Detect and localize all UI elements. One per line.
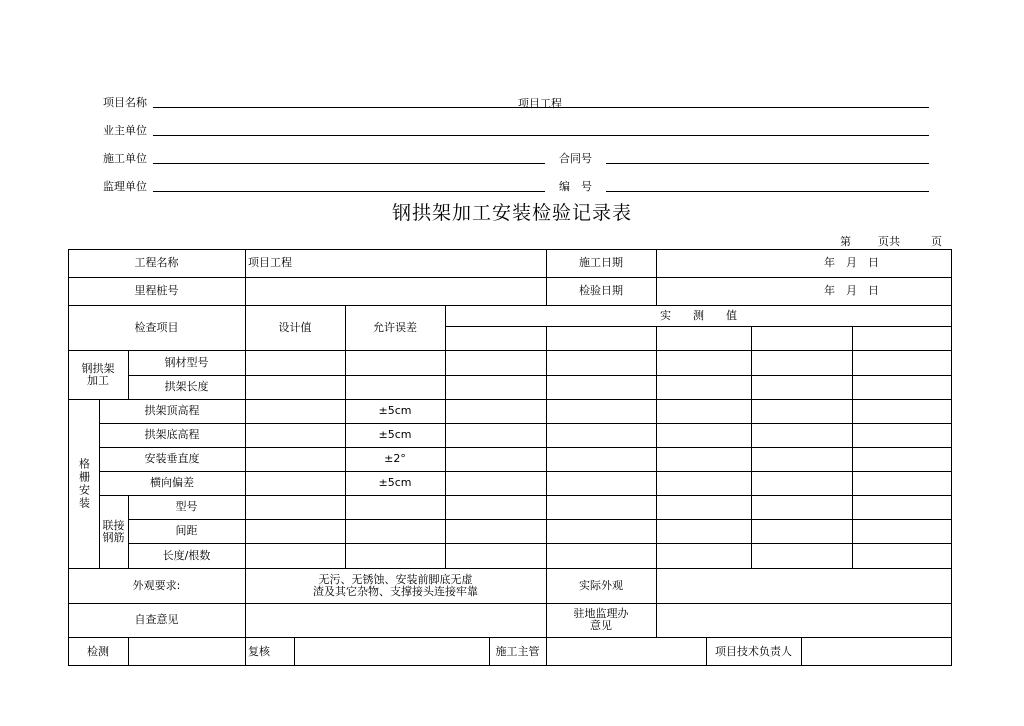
check-item-header: 检查项目 (134, 320, 179, 334)
self-check-label: 自查意见 (134, 613, 179, 626)
item-rebar-length: 长度/根数 (162, 548, 211, 562)
supervisor-line[interactable] (153, 191, 545, 192)
inspection-date-value[interactable]: 年 月 日 (824, 284, 879, 297)
self-check-value[interactable] (245, 603, 546, 637)
appearance-req-text (245, 568, 546, 603)
contractor-label: 施工单位 (103, 152, 147, 165)
item-rebar-type: 型号 (175, 500, 198, 513)
page-ye-gong: 页共 (878, 235, 900, 248)
tech-lead-signature[interactable] (801, 637, 952, 666)
review-signature[interactable] (294, 637, 489, 666)
page-ye: 页 (931, 235, 942, 248)
contractor-line[interactable] (153, 163, 545, 164)
mileage-value[interactable] (245, 277, 546, 305)
col-line (445, 305, 446, 568)
group-steel-arch-processing: 钢拱架加工 (81, 361, 115, 387)
col-line (751, 326, 752, 568)
item-arch-top-elevation: 拱架顶高程 (144, 404, 200, 417)
resident-supervisor-line1: 驻地监理办 (573, 607, 629, 620)
row-line (445, 326, 952, 327)
item-verticality: 安装垂直度 (144, 452, 200, 465)
item-arch-bottom-elevation: 拱架底高程 (144, 428, 200, 441)
page-di: 第 (840, 235, 851, 248)
row-line (128, 543, 952, 544)
project-name-cell-value[interactable]: 项目工程 (248, 256, 292, 269)
actual-appearance-label: 实际外观 (579, 578, 623, 592)
serial-no-line[interactable] (606, 191, 929, 192)
group-grid-installation: 格栅安装 (77, 457, 91, 510)
tolerance-verticality: ±2° (384, 452, 406, 465)
measured-value-header: 实 测 值 (660, 308, 737, 322)
resident-supervisor-value[interactable] (656, 603, 952, 637)
appearance-req-line2: 渣及其它杂物、支撑接头连接牢靠 (313, 584, 478, 598)
inspect-signature[interactable] (128, 637, 245, 666)
owner-label: 业主单位 (103, 124, 147, 137)
construction-date-value[interactable]: 年 月 日 (824, 256, 879, 269)
col-line (656, 326, 657, 568)
project-name-cell-label: 工程名称 (134, 256, 179, 269)
inspect-label: 检测 (87, 644, 109, 658)
item-steel-type: 钢材型号 (164, 355, 209, 369)
project-name-label: 项目名称 (103, 96, 147, 109)
row-line (128, 375, 952, 376)
project-name-value[interactable]: 项目工程 (518, 97, 562, 110)
appearance-req-line1: 无污、无锈蚀、安装前脚底无虚 (318, 572, 473, 586)
group-connecting-rebar: 联接钢筋 (102, 518, 125, 544)
design-value-header: 设计值 (278, 320, 312, 334)
appearance-req-label: 外观要求: (132, 578, 181, 592)
actual-appearance-value[interactable] (656, 568, 952, 603)
tolerance-arch-top: ±5cm (378, 404, 412, 417)
col-line (546, 326, 547, 568)
owner-line[interactable] (153, 135, 929, 136)
tech-lead-label: 项目技术负责人 (715, 644, 792, 658)
tolerance-lateral: ±5cm (378, 476, 412, 489)
construction-chief-label: 施工主管 (495, 644, 540, 658)
supervisor-label: 监理单位 (103, 180, 147, 193)
tolerance-header: 允许误差 (373, 320, 417, 334)
mileage-label: 里程桩号 (134, 284, 179, 297)
construction-date-label: 施工日期 (579, 256, 623, 269)
resident-supervisor-line2: 意见 (590, 619, 612, 632)
contract-no-label: 合同号 (559, 152, 592, 165)
item-rebar-spacing: 间距 (175, 524, 198, 537)
item-lateral-deviation: 横向偏差 (150, 476, 194, 489)
construction-chief-signature[interactable] (546, 637, 706, 666)
row-line (128, 519, 952, 520)
resident-supervisor-label (546, 603, 656, 637)
serial-no-label: 编 号 (559, 180, 592, 193)
contract-no-line[interactable] (606, 163, 929, 164)
tolerance-arch-bottom: ±5cm (378, 428, 412, 441)
form-title: 钢拱架加工安装检验记录表 (391, 202, 632, 224)
review-label: 复核 (248, 644, 270, 658)
col-line (852, 326, 853, 568)
inspection-date-label: 检验日期 (579, 284, 623, 297)
item-arch-length: 拱架长度 (164, 380, 209, 393)
